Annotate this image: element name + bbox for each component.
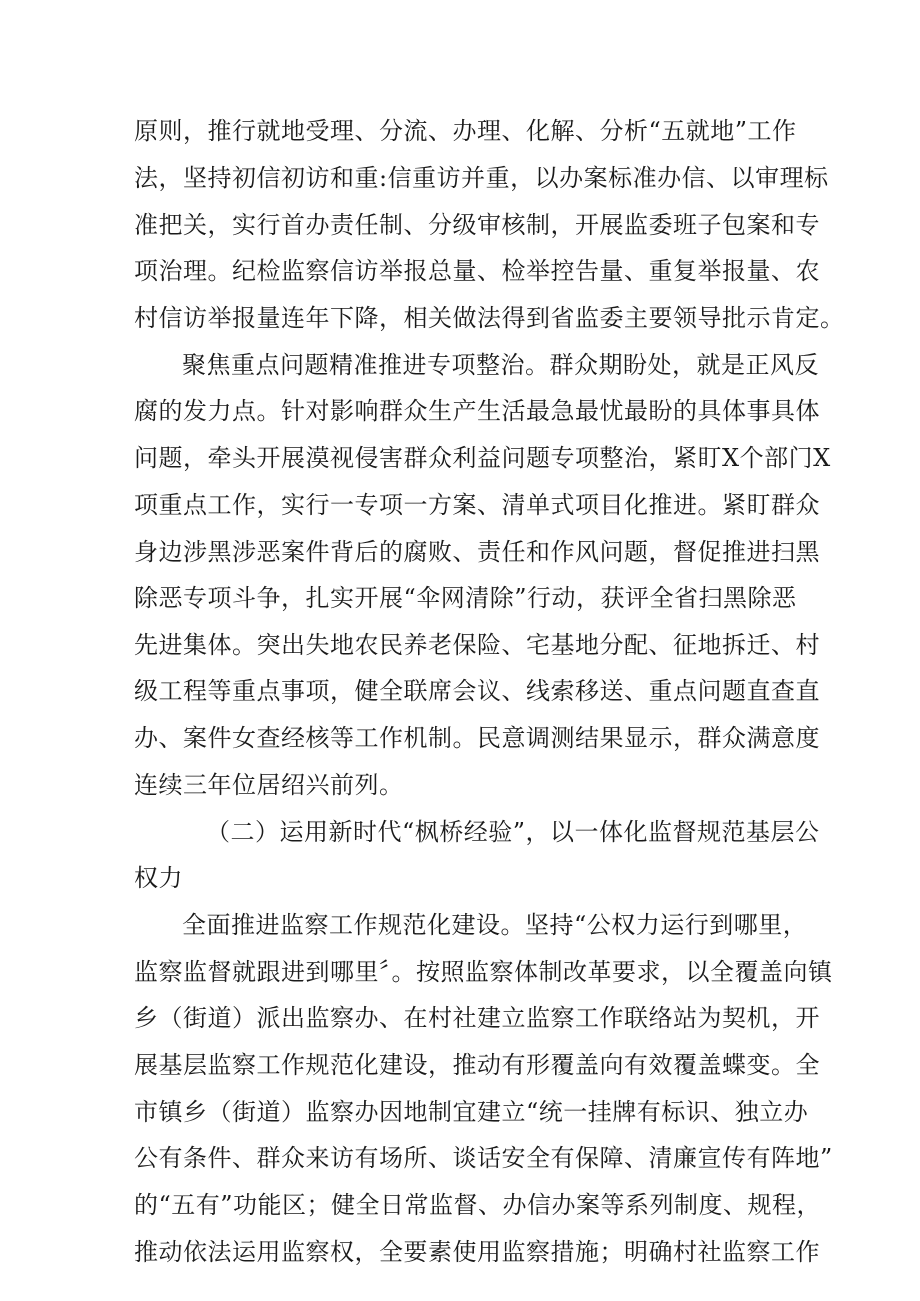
text-line: 项重点工作，实行一专项一方案、清单式项目化推进。紧盯群众 [134, 491, 820, 519]
text-line: 除恶专项斗争，扎实开展“伞网清除”行动，获评全省扫黑除恶 [134, 584, 797, 612]
text-line: 办、案件女查经核等工作机制。民意调测结果显示，群众满意度 [134, 724, 820, 752]
text-line: 问题，牵头开展漠视侵害群众利益问题专项整治，紧盯X个部门X [134, 444, 831, 472]
text-line: 法，坚持初信初访和重:信重访并重，以办案标准办信、以审理标 [134, 164, 829, 192]
section-heading: （二）运用新时代“枫桥经验”，以一体化监督规范基层公 [206, 818, 820, 846]
text-line: 身边涉黑涉恶案件背后的腐败、责任和作风问题，督促推进扫黑 [134, 538, 820, 566]
text-line: 乡（街道）派出监察办、在村社建立监察工作联络站为契机，开 [134, 1004, 820, 1032]
text-line: 村信访举报量连年下降，相关做法得到省监委主要领导批示肯定。 [134, 304, 845, 332]
section-heading-continued: 权力 [134, 864, 183, 892]
text-line: 推动依法运用监察权，全要素使用监察措施；明确村社监察工作 [134, 1238, 820, 1266]
text-line: 展基层监察工作规范化建设，推动有形覆盖向有效覆盖蝶变。全 [134, 1051, 820, 1079]
paragraph-heading: 全面推进监察工作规范化建设。坚持“公权力运行到哪里， [182, 911, 808, 939]
text-line: 连续三年位居绍兴前列。 [134, 771, 404, 799]
text-line: 级工程等重点事项，健全联席会议、线索移送、重点问题直查直 [134, 677, 820, 705]
text-line: 项治理。纪检监察信访举报总量、检举控告量、重复举报量、农 [134, 257, 820, 285]
text-line: 市镇乡（街道）监察办因地制宜建立“统一挂牌有标识、独立办 [134, 1098, 809, 1126]
paragraph-heading: 聚焦重点问题精准推进专项整治。群众期盼处，就是正风反 [182, 351, 819, 379]
text-line: 公有条件、群众来访有场所、谈话安全有保障、清廉宣传有阵地” [134, 1144, 833, 1172]
text-line: 准把关，实行首办责任制、分级审核制，开展监委班子包案和专 [134, 211, 820, 239]
text-line: 的“五有”功能区；健全日常监督、办信办案等系列制度、规程， [134, 1191, 822, 1219]
text-line: 原则，推行就地受理、分流、办理、化解、分析“五就地”工作 [134, 117, 797, 145]
text-line: 腐的发力点。针对影响群众生产生活最急最忧最盼的具体事具体 [134, 397, 820, 425]
text-line: 先进集体。突出失地农民养老保险、宅基地分配、征地拆迁、村 [134, 631, 820, 659]
text-line: 监察监督就跟进到哪里〞。按照监察体制改革要求，以全覆盖向镇 [134, 958, 833, 986]
